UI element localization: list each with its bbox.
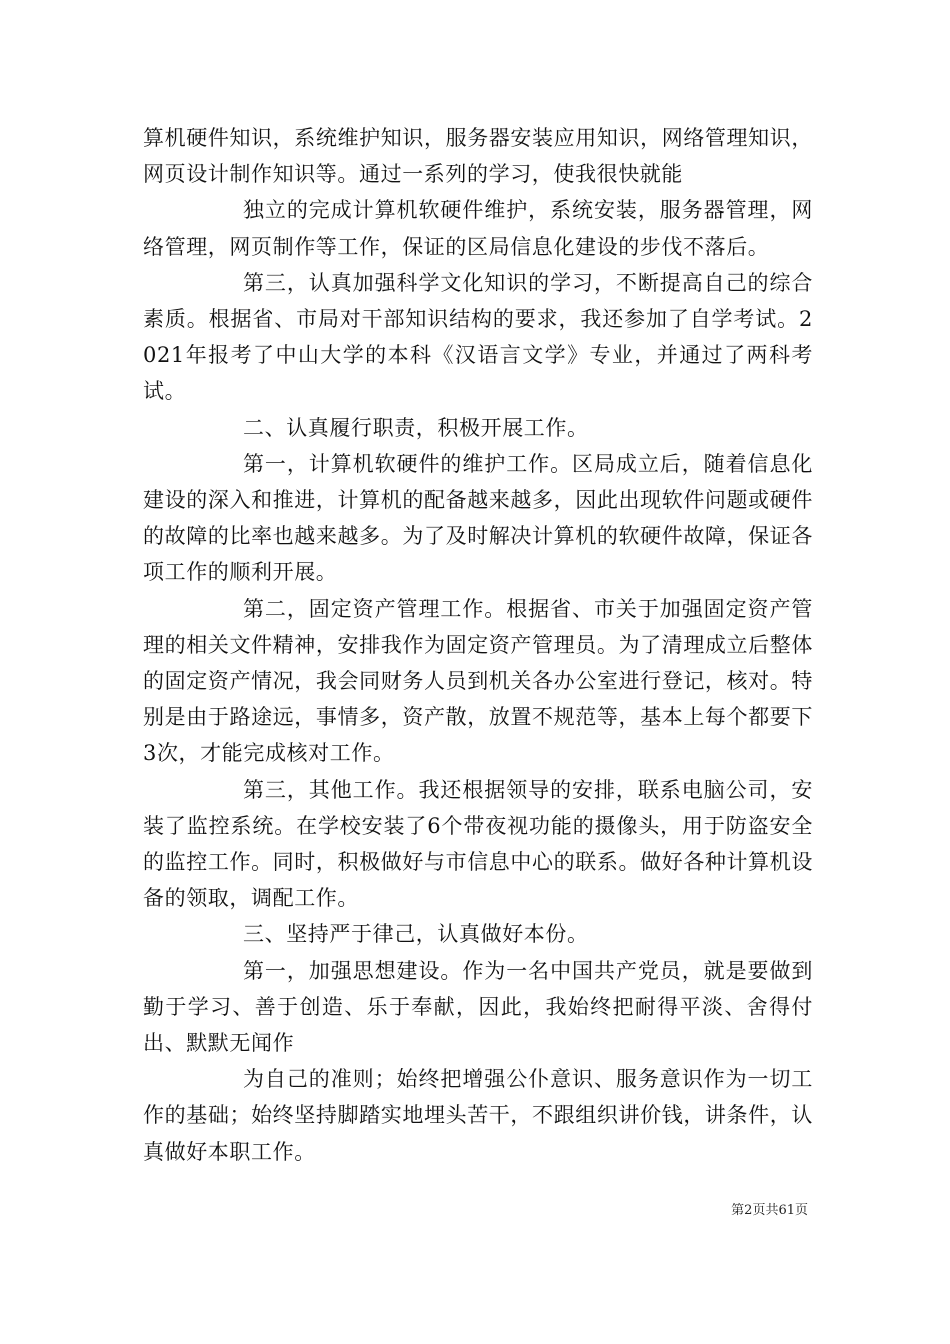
document-body bbox=[143, 120, 813, 1170]
paragraph-5: 第一，计算机软硬件的维护工作。区局成立后，随着信息化建设的深入和推进，计算机的配备越来越多，因此出现软件问题或硬件的故障的比率也越来越多。为了及时解决计算机的软硬件故障，保证各项工作的顺利开展。 bbox=[143, 451, 813, 585]
paragraph-10: 为自己的准则；始终把增强公仆意识、服务意识作为一切工作的基础；始终坚持脚踏实地埋头苦干，不跟组织讲价钱，讲条件，认真做好本职工作。 bbox=[143, 1067, 813, 1164]
paragraph-7: 第三，其他工作。我还根据领导的安排，联系电脑公司，安装了监控系统。在学校安装了6个带夜视功能的摄像头，用于防盗安全的监控工作。同时，积极做好与市信息中心的联系。做好各种计算机设备的领取，调配工作。 bbox=[143, 777, 813, 911]
page-number-footer: 第2页共61页 bbox=[731, 1203, 808, 1218]
paragraph-6: 第二，固定资产管理工作。根据省、市关于加强固定资产管理的相关文件精神，安排我作为固定资产管理员。为了清理成立后整体的固定资产情况，我会同财务人员到机关各办公室进行登记，核对。特别是由于路途远，事情多，资产散，放置不规范等，基本上每个都要下3次，才能完成核对工作。 bbox=[143, 596, 813, 766]
paragraph-1: 算机硬件知识，系统维护知识，服务器安装应用知识，网络管理知识，网页设计制作知识等。通过一系列的学习，使我很快就能 bbox=[143, 126, 813, 187]
section-heading-2: 二、认真履行职责，积极开展工作。 bbox=[243, 415, 589, 440]
paragraph-3: 第三，认真加强科学文化知识的学习，不断提高自己的综合素质。根据省、市局对干部知识结构的要求，我还参加了自学考试。2021年报考了中山大学的本科《汉语言文学》专业，并通过了两科考试。 bbox=[143, 270, 813, 404]
section-heading-3: 三、坚持严于律己，认真做好本份。 bbox=[243, 922, 589, 947]
paragraph-9: 第一，加强思想建设。作为一名中国共产党员，就是要做到勤于学习、善于创造、乐于奉献，因此，我始终把耐得平淡、舍得付出、默默无闻作 bbox=[143, 958, 813, 1056]
paragraph-2: 独立的完成计算机软硬件维护，系统安装，服务器管理，网络管理，网页制作等工作，保证的区局信息化建设的步伐不落后。 bbox=[143, 198, 813, 259]
